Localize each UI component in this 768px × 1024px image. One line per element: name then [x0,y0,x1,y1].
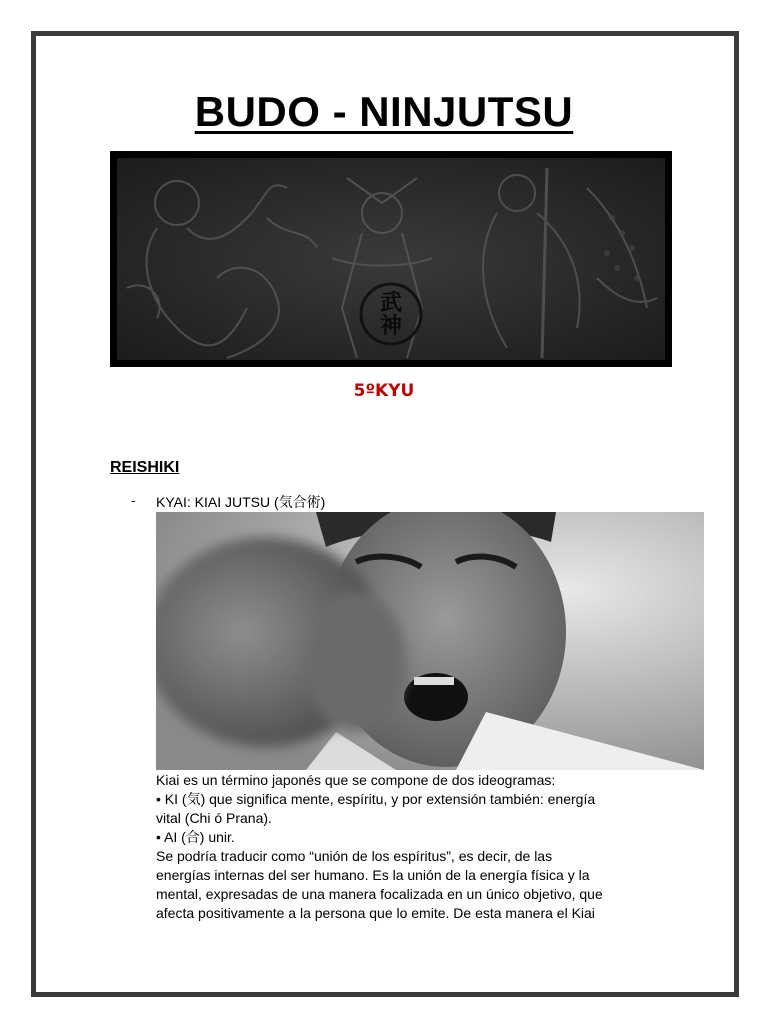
paragraph-line: vital (Chi ó Prana). [156,810,272,826]
list-dash: - [131,492,136,508]
paragraph-line: energías internas del ser humano. Es la unión de la energía física y la [156,867,590,883]
kiai-description [156,771,696,923]
paragraph-line: mental, expresadas de una manera focalizada en un único objetivo, que [156,886,603,902]
banner-artwork [117,158,665,360]
paragraph-line: Se podría traducir como “unión de los espíritus”, es decir, de las [156,848,553,864]
kyu-grade-label: 5ºKYU [353,381,415,401]
paragraph-line: afecta positivamente a la persona que lo emite. De esta manera el Kiai [156,905,595,921]
ninjutsu-banner [110,151,672,367]
svg-text:武: 武 [379,291,403,316]
kiai-photo [156,512,704,770]
section-heading-reishiki: REISHIKI [110,459,180,476]
page-title: BUDO - NINJUTSU [194,88,574,135]
svg-text:神: 神 [379,314,403,339]
kiai-photo-image [156,512,704,770]
paragraph-line: Kiai es un término japonés que se compone de dos ideogramas: [156,772,556,788]
paragraph-line: • AI (合) unir. [156,829,235,845]
paragraph-line: • KI (気) que significa mente, espíritu, y por extensión también: energía [156,791,596,807]
list-item-kyai: KYAI: KIAI JUTSU (気合術) [156,494,326,510]
